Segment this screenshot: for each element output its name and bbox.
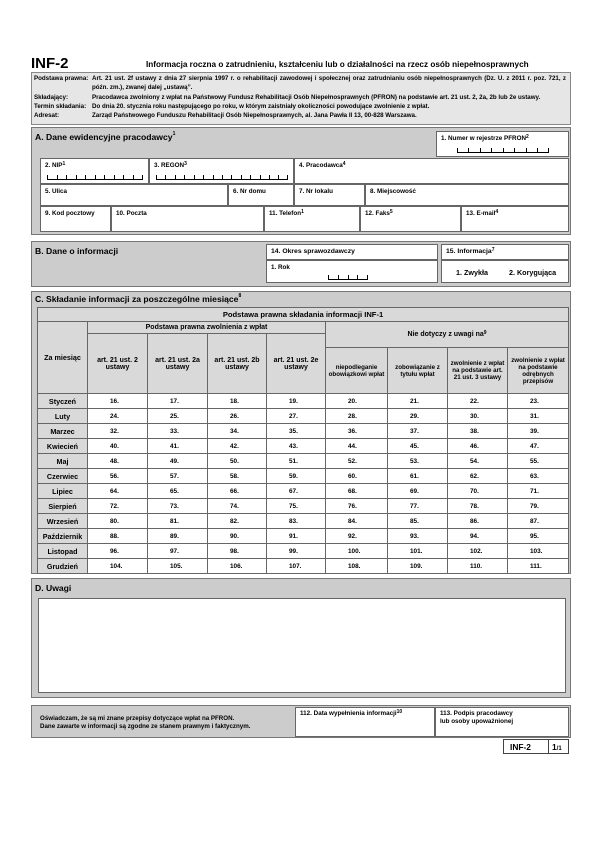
month-rows xyxy=(38,394,569,574)
table-cell[interactable]: 40. xyxy=(88,439,148,454)
month-label: Lipiec xyxy=(38,484,88,499)
table-cell[interactable]: 32. xyxy=(88,424,148,439)
field-house-number[interactable] xyxy=(228,184,294,206)
table-cell[interactable]: 110. xyxy=(448,559,508,574)
table-cell[interactable]: 33. xyxy=(148,424,208,439)
table-cell[interactable]: 22. xyxy=(448,394,508,409)
table-cell[interactable]: 84. xyxy=(326,514,388,529)
table-cell[interactable]: 104. xyxy=(88,559,148,574)
digit-boxes xyxy=(457,149,549,153)
field-label: 2. NIP$^1$ xyxy=(45,161,66,169)
table-cell[interactable]: 62. xyxy=(448,469,508,484)
month-label: Styczeń xyxy=(38,394,88,409)
field-city[interactable] xyxy=(365,184,569,206)
table-cell[interactable]: 68. xyxy=(326,484,388,499)
table-cell[interactable]: 39. xyxy=(508,424,569,439)
info-value: Pracodawca zwolniony z wpłat na Państwowy Fundusz Rehabilitacji Osób Niepełnosprawnych (PFRON) na podstawie art. 21 ust. 2, 2a, 2b lub 2e ustawy. xyxy=(92,94,541,101)
signature-label-line: 113. Podpis pracodawcy xyxy=(440,710,513,717)
table-cell[interactable]: 108. xyxy=(326,559,388,574)
table-cell[interactable]: 100. xyxy=(326,544,388,559)
table-cell[interactable]: 106. xyxy=(208,559,267,574)
table-cell[interactable]: 57. xyxy=(148,469,208,484)
declaration-text xyxy=(40,715,250,731)
table-row xyxy=(38,529,569,544)
table-cell[interactable]: 47. xyxy=(508,439,569,454)
col-header-not-subject: niepodleganie obowiązkowi wpłat xyxy=(326,348,388,394)
field-signature[interactable] xyxy=(435,707,569,737)
col-header-art-21-2: art. 21 ust. 2 ustawy xyxy=(88,334,148,394)
field-label: 8. Miejscowość xyxy=(370,188,416,195)
table-cell[interactable]: 31. xyxy=(508,409,569,424)
field-phone[interactable] xyxy=(264,206,360,232)
table-cell[interactable]: 18. xyxy=(208,394,267,409)
month-label: Luty xyxy=(38,409,88,424)
table-row xyxy=(38,424,569,439)
table-row xyxy=(38,544,569,559)
table-cell[interactable]: 80. xyxy=(88,514,148,529)
info-row-legal-basis xyxy=(34,75,566,93)
table-cell[interactable]: 41. xyxy=(148,439,208,454)
col-header-art-21-2b: art. 21 ust. 2b ustawy xyxy=(208,334,267,394)
info-value: Zarząd Państwowego Funduszu Rehabilitacji Osób Niepełnosprawnych, al. Jana Pawła II 13, 00-828 Warszawa. xyxy=(92,112,417,119)
field-label: 3. REGON$^3$ xyxy=(154,161,187,169)
table-cell[interactable]: 56. xyxy=(88,469,148,484)
declaration-line: Oświadczam, że są mi znane przepisy dotyczące wpłat na PFRON. xyxy=(40,715,235,722)
table-cell[interactable]: 79. xyxy=(508,499,569,514)
field-postal-code[interactable] xyxy=(40,206,111,232)
table-cell[interactable]: 94. xyxy=(448,529,508,544)
month-label: Grudzień xyxy=(38,559,88,574)
declaration-line: Dane zawarte w informacji są zgodne ze stanem prawnym i faktycznym. xyxy=(40,723,251,730)
month-label: Listopad xyxy=(38,544,88,559)
table-cell[interactable]: 64. xyxy=(88,484,148,499)
table-cell[interactable]: 54. xyxy=(448,454,508,469)
section-b-title: B. Dane o informacji xyxy=(35,246,119,256)
table-cell[interactable]: 38. xyxy=(448,424,508,439)
table-cell[interactable]: 111. xyxy=(508,559,569,574)
table-cell[interactable]: 66. xyxy=(208,484,267,499)
table-cell[interactable]: 25. xyxy=(148,409,208,424)
table-row xyxy=(38,394,569,409)
information-type-options xyxy=(441,260,569,283)
table-cell[interactable]: 76. xyxy=(326,499,388,514)
table-cell[interactable]: 109. xyxy=(388,559,448,574)
section-b-panel xyxy=(31,241,571,287)
field-reporting-period xyxy=(266,244,438,260)
section-a-panel xyxy=(31,127,571,235)
digit-boxes xyxy=(156,176,288,180)
table-cell[interactable]: 52. xyxy=(326,454,388,469)
section-d-panel xyxy=(31,578,571,698)
col-header-exempt-art-21-3: zwolnienie z wpłat na podstawie art. 21 ust. 3 ustawy xyxy=(448,348,508,394)
field-label: 15. Informacja$^7$ xyxy=(446,247,495,255)
field-label: 6. Nr domu xyxy=(233,188,266,195)
field-label: 4. Pracodawca$^4$ xyxy=(299,161,346,169)
group-exemption-header: Podstawa prawna zwolnienia z wpłat xyxy=(88,322,326,334)
table-cell[interactable]: 35. xyxy=(267,424,326,439)
month-label: Kwiecień xyxy=(38,439,88,454)
table-cell[interactable]: 63. xyxy=(508,469,569,484)
field-label: 112. Data wypełnienia informacji$^{10}$ xyxy=(300,709,403,717)
table-cell[interactable]: 96. xyxy=(88,544,148,559)
table-cell[interactable]: 102. xyxy=(448,544,508,559)
table-cell[interactable]: 50. xyxy=(208,454,267,469)
info-value: Art. 21 ust. 2f ustawy z dnia 27 sierpnia 1997 r. o rehabilitacji zawodowej i społecznej oraz zatrudnianiu osób niepełnosprawnych (Dz. U. z 2011 r. poz. 721, z późn. zm.), zwanej dalej „ustawą”. xyxy=(92,75,566,91)
info-key: Podstawa prawna: xyxy=(34,75,89,82)
field-label: 11. Telefon$^1$ xyxy=(269,209,304,217)
legal-info-box xyxy=(31,72,571,125)
month-label: Październik xyxy=(38,529,88,544)
month-label: Sierpień xyxy=(38,499,88,514)
col-header-art-21-2a: art. 21 ust. 2a ustawy xyxy=(148,334,208,394)
option-regular[interactable]: 1. Zwykła xyxy=(456,268,488,277)
table-cell[interactable]: 82. xyxy=(208,514,267,529)
table-row xyxy=(38,439,569,454)
field-fax[interactable] xyxy=(360,206,461,232)
table-row xyxy=(38,559,569,574)
field-label: 12. Faks$^5$ xyxy=(365,209,393,217)
table-cell[interactable]: 46. xyxy=(448,439,508,454)
table-cell[interactable]: 75. xyxy=(267,499,326,514)
table-cell[interactable]: 43. xyxy=(267,439,326,454)
field-label: 1. Numer w rejestrze PFRON$^2$ xyxy=(441,134,529,142)
table-cell[interactable]: 48. xyxy=(88,454,148,469)
monthly-table xyxy=(37,307,568,572)
field-label: 10. Poczta xyxy=(116,210,147,217)
table-cell[interactable]: 81. xyxy=(148,514,208,529)
table-cell[interactable]: 99. xyxy=(267,544,326,559)
table-row xyxy=(38,469,569,484)
month-label: Czerwiec xyxy=(38,469,88,484)
table-cell[interactable]: 67. xyxy=(267,484,326,499)
table-main-header: Podstawa prawna składania informacji INF-1 xyxy=(38,308,569,322)
month-label: Wrzesień xyxy=(38,514,88,529)
table-cell[interactable]: 34. xyxy=(208,424,267,439)
table-row xyxy=(38,514,569,529)
digit-boxes xyxy=(47,176,143,180)
field-regon[interactable] xyxy=(149,158,294,184)
table-cell[interactable]: 87. xyxy=(508,514,569,529)
table-cell[interactable]: 37. xyxy=(388,424,448,439)
declaration-panel xyxy=(31,705,571,738)
table-row xyxy=(38,484,569,499)
section-d-title: D. Uwagi xyxy=(35,583,72,593)
form-title: Informacja roczna o zatrudnieniu, kształceniu lub o działalności na rzecz osób niepełnosprawnych xyxy=(146,60,529,69)
table-cell[interactable]: 72. xyxy=(88,499,148,514)
table-cell[interactable]: 85. xyxy=(388,514,448,529)
table-cell[interactable]: 105. xyxy=(148,559,208,574)
field-nip[interactable] xyxy=(40,158,149,184)
field-year[interactable] xyxy=(266,260,438,283)
table-cell[interactable]: 49. xyxy=(148,454,208,469)
form-code: INF-2 xyxy=(31,55,69,72)
table-cell[interactable]: 60. xyxy=(326,469,388,484)
table-cell[interactable]: 61. xyxy=(388,469,448,484)
footer-form-badge xyxy=(503,739,569,754)
month-label: Marzec xyxy=(38,424,88,439)
table-cell[interactable]: 78. xyxy=(448,499,508,514)
table-cell[interactable]: 65. xyxy=(148,484,208,499)
table-cell[interactable]: 30. xyxy=(448,409,508,424)
field-pfron-number[interactable] xyxy=(436,131,569,157)
table-cell[interactable]: 103. xyxy=(508,544,569,559)
table-cell[interactable]: 29. xyxy=(388,409,448,424)
table-cell[interactable]: 92. xyxy=(326,529,388,544)
field-street[interactable] xyxy=(40,184,228,206)
remarks-textarea[interactable] xyxy=(38,598,566,693)
table-cell[interactable]: 73. xyxy=(148,499,208,514)
table-cell[interactable]: 55. xyxy=(508,454,569,469)
option-corrective[interactable]: 2. Korygująca xyxy=(509,268,557,277)
field-label: 14. Okres sprawozdawczy xyxy=(271,248,355,255)
field-label: 1. Rok xyxy=(271,264,290,271)
table-cell[interactable]: 28. xyxy=(326,409,388,424)
table-cell[interactable]: 44. xyxy=(326,439,388,454)
field-apartment-number[interactable] xyxy=(294,184,365,206)
table-cell[interactable]: 27. xyxy=(267,409,326,424)
table-cell[interactable]: 70. xyxy=(448,484,508,499)
table-cell[interactable]: 17. xyxy=(148,394,208,409)
footer-form-code: INF-2 xyxy=(510,742,531,752)
field-employer[interactable] xyxy=(294,158,569,184)
table-cell[interactable]: 36. xyxy=(326,424,388,439)
table-cell[interactable]: 16. xyxy=(88,394,148,409)
month-label: Maj xyxy=(38,454,88,469)
table-cell[interactable]: 24. xyxy=(88,409,148,424)
col-header-payment-obligation: zobowiązanie z tytułu wpłat xyxy=(388,348,448,394)
col-header-exempt-other: zwolnienie z wpłat na podstawie odrębnych przepisów xyxy=(508,348,569,394)
field-information-type xyxy=(441,244,569,260)
info-key: Adresat: xyxy=(34,112,60,119)
table-row xyxy=(38,499,569,514)
page-number: 1/1 xyxy=(552,742,562,752)
table-cell[interactable]: 83. xyxy=(267,514,326,529)
table-cell[interactable]: 98. xyxy=(208,544,267,559)
table-cell[interactable]: 107. xyxy=(267,559,326,574)
field-label: 7. Nr lokalu xyxy=(299,188,333,195)
section-a-title: A. Dane ewidencyjne pracodawcy$^1$ xyxy=(35,131,176,142)
table-cell[interactable]: 89. xyxy=(148,529,208,544)
section-c-title: C. Składanie informacji za poszczególne miesiące$^8$ xyxy=(35,293,242,304)
table-cell[interactable]: 77. xyxy=(388,499,448,514)
table-cell[interactable]: 69. xyxy=(388,484,448,499)
table-cell[interactable]: 45. xyxy=(388,439,448,454)
field-post-office[interactable] xyxy=(111,206,264,232)
table-cell[interactable]: 86. xyxy=(448,514,508,529)
table-row xyxy=(38,409,569,424)
table-cell[interactable]: 53. xyxy=(388,454,448,469)
table-cell[interactable]: 19. xyxy=(267,394,326,409)
field-email[interactable] xyxy=(461,206,569,232)
table-cell[interactable]: 59. xyxy=(267,469,326,484)
table-cell[interactable]: 20. xyxy=(326,394,388,409)
table-cell[interactable]: 88. xyxy=(88,529,148,544)
field-completion-date[interactable] xyxy=(295,707,435,737)
table-cell[interactable]: 51. xyxy=(267,454,326,469)
table-cell[interactable]: 101. xyxy=(388,544,448,559)
table-cell[interactable]: 97. xyxy=(148,544,208,559)
table-cell[interactable]: 23. xyxy=(508,394,569,409)
table-cell[interactable]: 71. xyxy=(508,484,569,499)
month-column-header: Za miesiąc xyxy=(38,322,88,394)
info-key: Składający: xyxy=(34,94,69,101)
table-row xyxy=(38,454,569,469)
signature-label-line: lub osoby upoważnionej xyxy=(440,717,514,725)
info-value: Do dnia 20. stycznia roku następującego po roku, w którym zaistniały okoliczności powodujące zwolnienie z wpłat. xyxy=(92,103,430,110)
table-cell[interactable]: 93. xyxy=(388,529,448,544)
table-cell[interactable]: 91. xyxy=(267,529,326,544)
table-cell[interactable]: 74. xyxy=(208,499,267,514)
field-label: 5. Ulica xyxy=(45,188,68,195)
table-cell[interactable]: 21. xyxy=(388,394,448,409)
group-not-applicable-header: Nie dotyczy z uwagi $na^9$ xyxy=(326,322,569,348)
table-cell[interactable]: 90. xyxy=(208,529,267,544)
table-cell[interactable]: 26. xyxy=(208,409,267,424)
table-cell[interactable]: 42. xyxy=(208,439,267,454)
field-label: 13. E-mail$^4$ xyxy=(466,209,499,217)
digit-boxes xyxy=(328,276,368,280)
info-key: Termin składania: xyxy=(34,103,87,110)
field-label xyxy=(440,710,513,725)
table-cell[interactable]: 95. xyxy=(508,529,569,544)
table-cell[interactable]: 58. xyxy=(208,469,267,484)
field-label: 9. Kod pocztowy xyxy=(45,210,95,217)
col-header-art-21-2e: art. 21 ust. 2e ustawy xyxy=(267,334,326,394)
